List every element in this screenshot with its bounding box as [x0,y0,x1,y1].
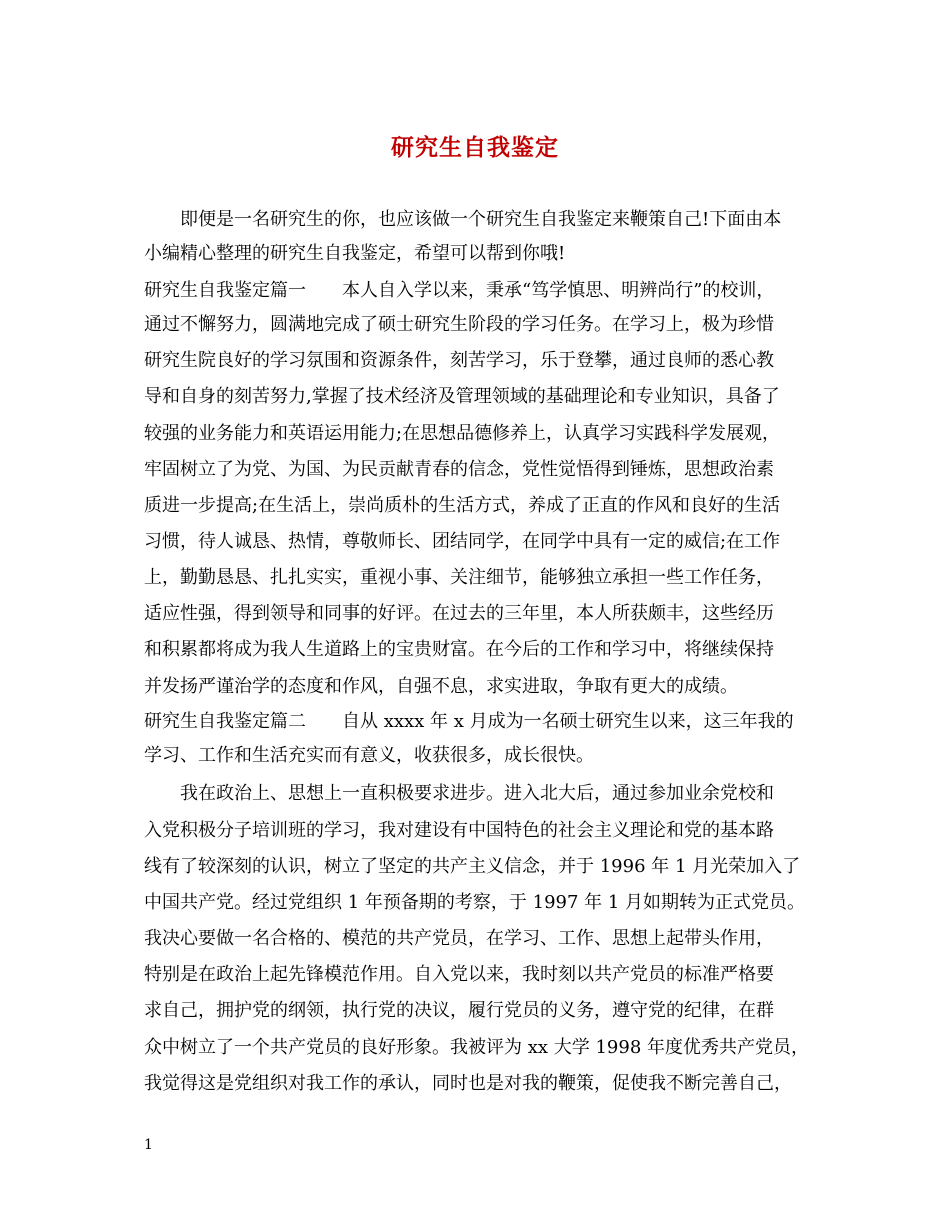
body-line: 质进一步提高;在生活上，崇尚质朴的生活方式，养成了正直的作风和良好的生活 [144,495,781,516]
body-line: 众中树立了一个共产党员的良好形象。我被评为 xx 大学 1998 年度优秀共产党员， [144,1037,809,1058]
body-line: 和积累都将成为我人生道路上的宝贵财富。在今后的工作和学习中，将继续保持 [144,639,774,660]
body-line: 习惯，待人诚恳、热情，尊敬师长、团结同学，在同学中具有一定的威信;在工作 [144,531,781,552]
section-heading-one: 研究生自我鉴定篇一 [144,280,306,301]
body-line: 上，勤勤恳恳、扎扎实实，重视小事、关注细节，能够独立承担一些工作任务， [144,567,774,588]
section-text: 本人自入学以来，秉承“笃学慎思、明辨尚行”的校训， [342,280,775,301]
page-number: 1 [144,1137,153,1153]
section-heading-line [144,710,794,734]
body-line: 并发扬严谨治学的态度和作风，自强不息，求实进取，争取有更大的成绩。 [144,676,738,697]
body-line: 即便是一名研究生的你，也应该做一个研究生自我鉴定来鞭策自己!下面由本 [180,209,782,230]
body-line: 中国共产党。经过党组织 1 年预备期的考察，于 1997 年 1 月如期转为正式党员。 [144,892,806,913]
document-title: 研究生自我鉴定 [391,134,559,161]
body-line: 研究生院良好的学习氛围和资源条件，刻苦学习，乐于登攀，通过良师的悉心教 [144,350,774,371]
body-line: 导和自身的刻苦努力,掌握了技术经济及管理领域的基础理论和专业知识，具备了 [144,386,780,407]
body-line: 牢固树立了为党、为国、为民贡献青春的信念，党性觉悟得到锤炼，思想政治素 [144,459,774,480]
section-heading-line [144,279,774,303]
body-line: 求自己，拥护党的纲领，执行党的决议，履行党员的义务，遵守党的纪律，在群 [144,1000,774,1021]
body-line: 我觉得这是党组织对我工作的承认，同时也是对我的鞭策，促使我不断完善自己， [144,1073,792,1094]
body-line: 我决心要做一名合格的、模范的共产党员，在学习、工作、思想上起带头作用， [144,928,774,949]
section-text: 自从 xxxx 年 x 月成为一名硕士研究生以来，这三年我的 [342,711,794,732]
section-heading-two: 研究生自我鉴定篇二 [144,711,306,732]
body-line: 通过不懈努力，圆满地完成了硕士研究生阶段的学习任务。在学习上，极为珍惜 [144,314,774,335]
body-line: 我在政治上、思想上一直积极要求进步。进入北大后，通过参加业余党校和 [180,783,774,804]
body-line: 入党积极分子培训班的学习，我对建设有中国特色的社会主义理论和党的基本路 [144,820,774,841]
body-line: 适应性强，得到领导和同事的好评。在过去的三年里，本人所获颇丰，这些经历 [144,603,774,624]
body-line: 学习、工作和生活充实而有意义，收获很多，成长很快。 [144,745,594,766]
body-line: 较强的业务能力和英语运用能力;在思想品德修养上，认真学习实践科学发展观， [144,423,781,444]
body-line: 小编精心整理的研究生自我鉴定，希望可以帮到你哦! [144,243,566,264]
body-line: 特别是在政治上起先锋模范作用。自入党以来，我时刻以共产党员的标准严格要 [144,964,774,985]
body-line: 线有了较深刻的认识，树立了坚定的共产主义信念，并于 1996 年 1 月光荣加入了 [144,856,801,877]
